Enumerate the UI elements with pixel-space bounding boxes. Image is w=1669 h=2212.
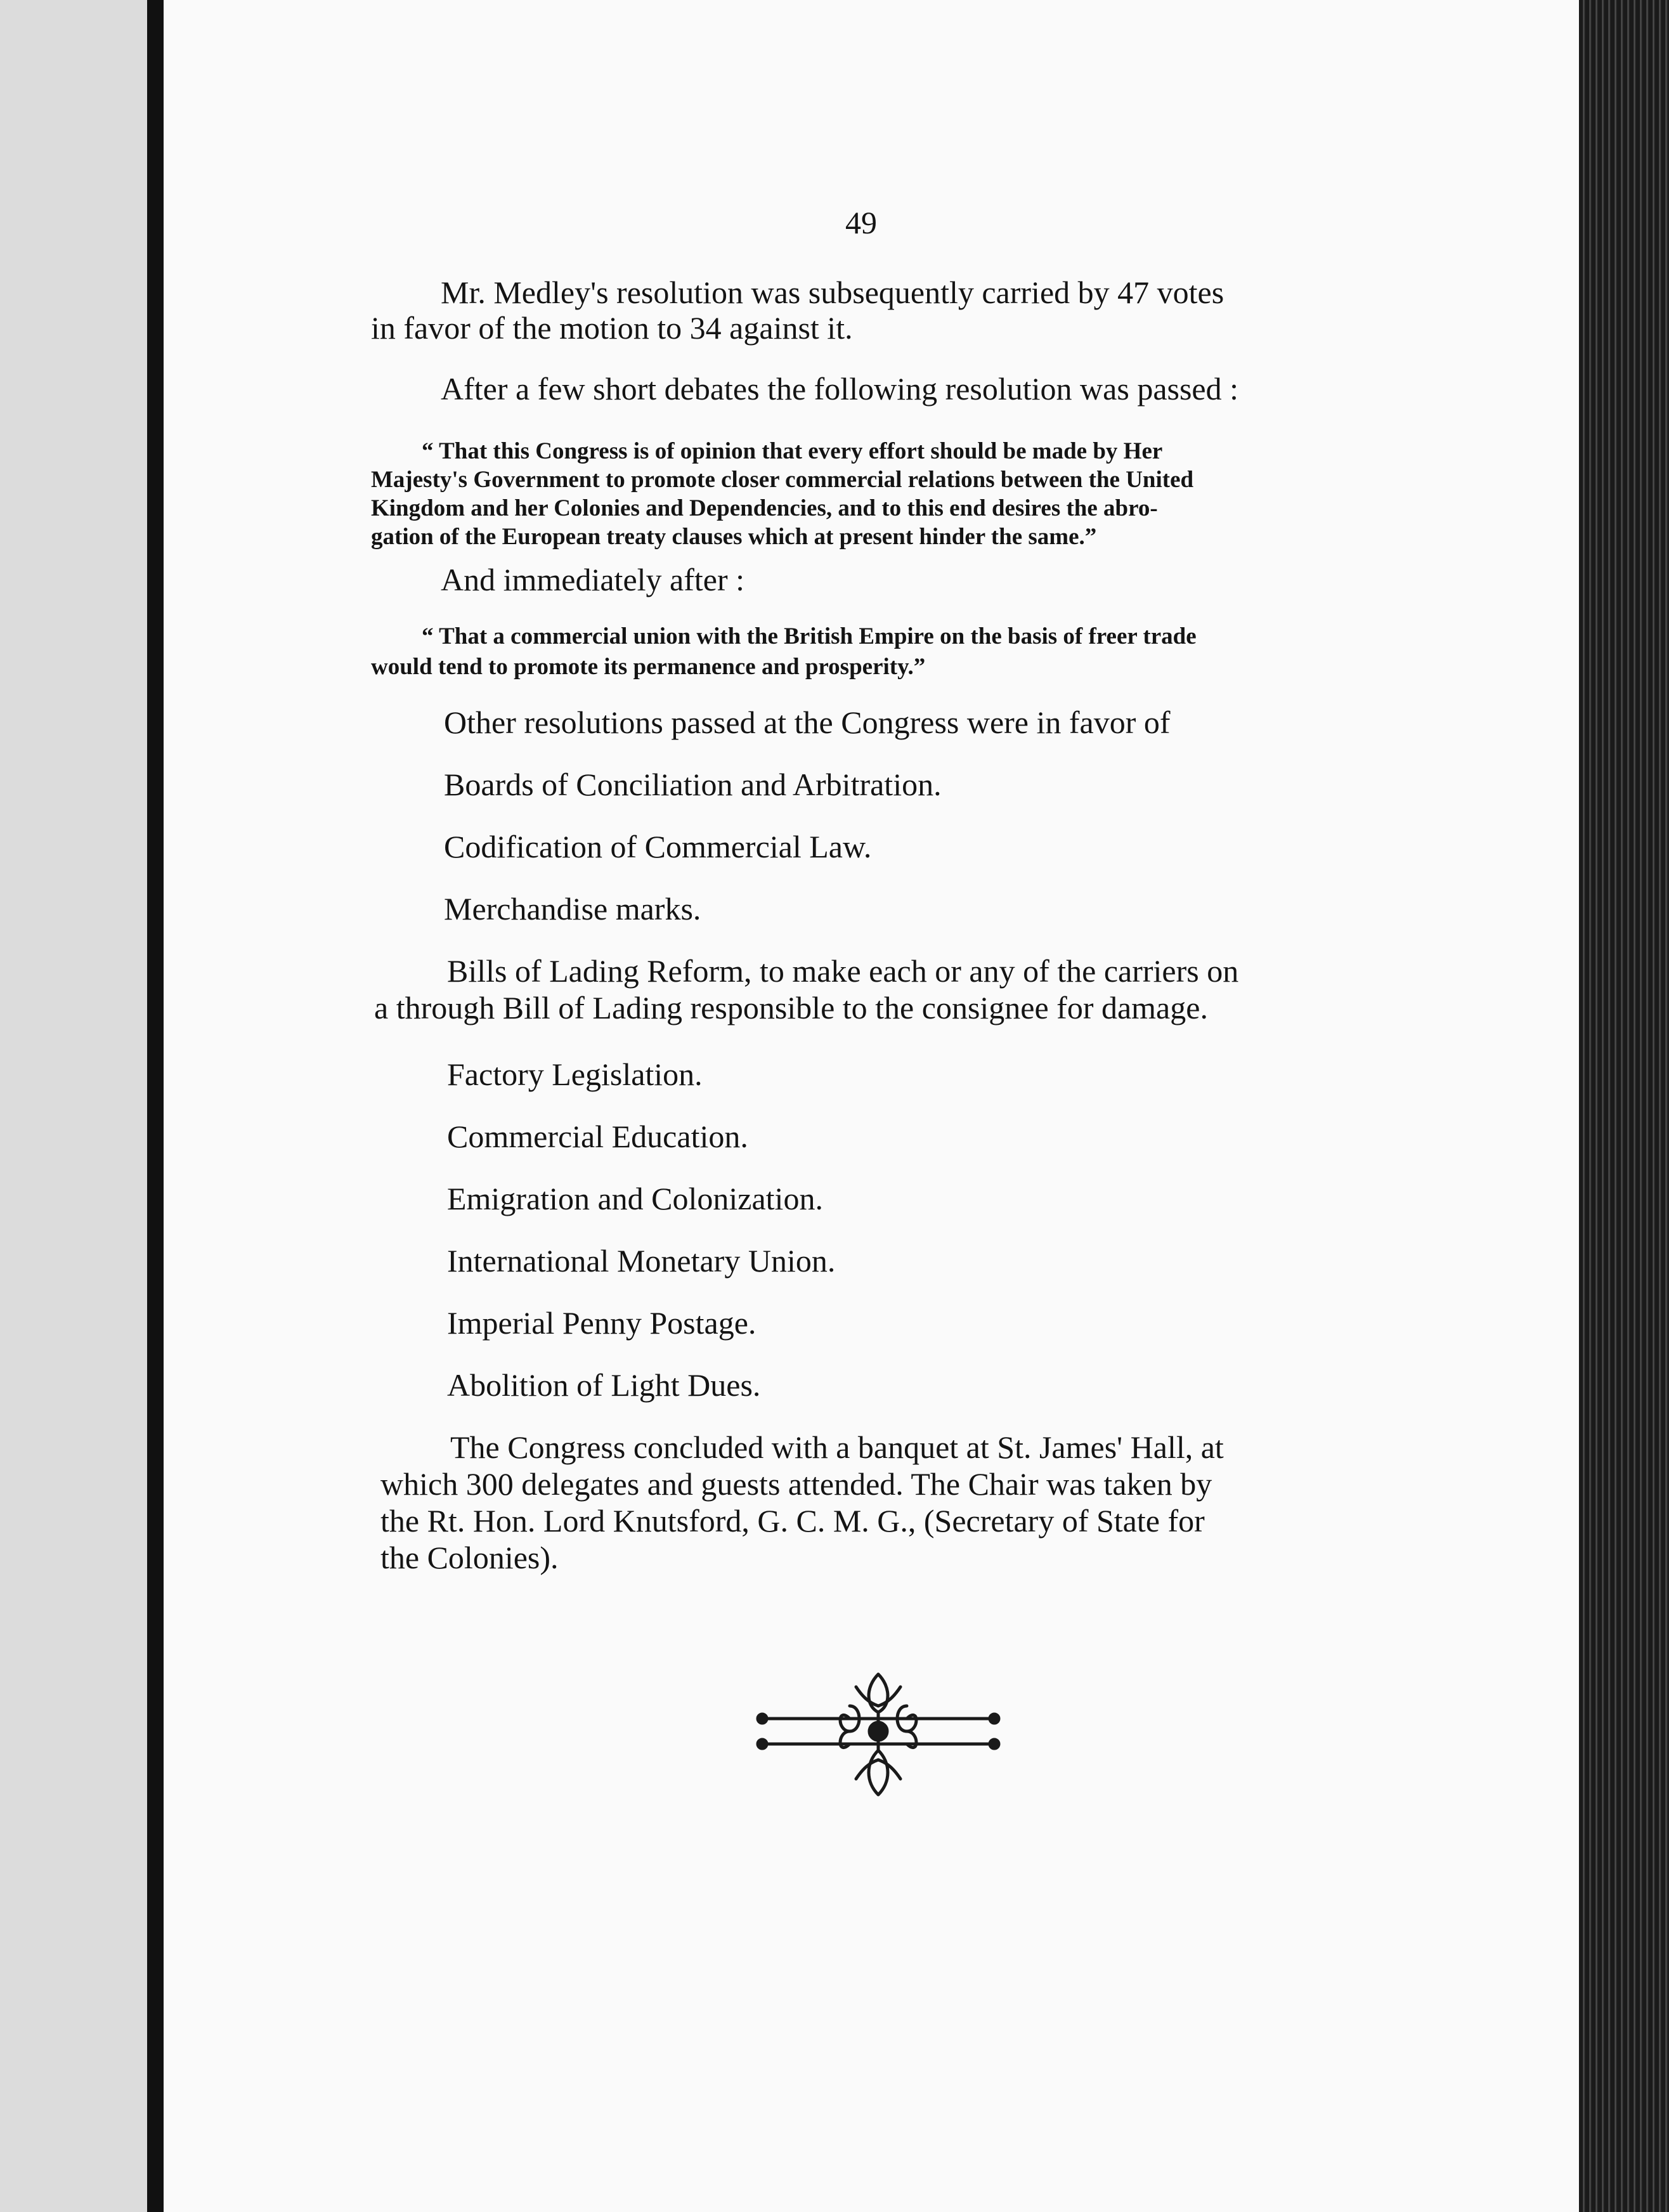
paragraph-line: Mr. Medley's resolution was subsequently carried by 47 votes bbox=[441, 275, 1224, 310]
list-item: Merchandise marks. bbox=[444, 891, 701, 927]
decorative-ornament-icon bbox=[755, 1668, 1002, 1801]
page-edges bbox=[1579, 0, 1669, 2212]
list-item: Abolition of Light Dues. bbox=[447, 1367, 761, 1403]
quote-line: Kingdom and her Colonies and Dependencies, and to this end desires the abro- bbox=[371, 495, 1158, 521]
quote-line: would tend to promote its permanence and prosperity.” bbox=[371, 654, 926, 680]
paragraph-line: a through Bill of Lading responsible to the consignee for damage. bbox=[374, 990, 1208, 1025]
page-number: 49 bbox=[845, 205, 877, 240]
quote-line: Majesty's Government to promote closer commercial relations between the United bbox=[371, 467, 1194, 493]
paragraph-line: the Colonies). bbox=[380, 1540, 559, 1575]
paragraph-line: Other resolutions passed at the Congress were in favor of bbox=[444, 705, 1171, 740]
paragraph-line: which 300 delegates and guests attended. The Chair was taken by bbox=[380, 1466, 1212, 1502]
paragraph-line: Bills of Lading Reform, to make each or any of the carriers on bbox=[447, 953, 1239, 989]
list-item: Factory Legislation. bbox=[447, 1057, 703, 1092]
book-gutter bbox=[147, 0, 164, 2212]
paragraph-line: After a few short debates the following resolution was passed : bbox=[441, 371, 1239, 407]
paragraph-line: The Congress concluded with a banquet at St. James' Hall, at bbox=[450, 1429, 1224, 1465]
list-item: International Monetary Union. bbox=[447, 1243, 836, 1278]
facing-page bbox=[0, 0, 147, 2212]
paragraph-line: And immediately after : bbox=[441, 562, 745, 597]
quote-line: gation of the European treaty clauses which at present hinder the same.” bbox=[371, 524, 1097, 550]
quote-line: “ That this Congress is of opinion that every effort should be made by Her bbox=[422, 438, 1163, 464]
paragraph-line: the Rt. Hon. Lord Knutsford, G. C. M. G., (Secretary of State for bbox=[380, 1503, 1205, 1539]
list-item: Commercial Education. bbox=[447, 1119, 748, 1154]
list-item: Codification of Commercial Law. bbox=[444, 829, 872, 864]
quote-line: “ That a commercial union with the British Empire on the basis of freer trade bbox=[422, 623, 1197, 649]
list-item: Emigration and Colonization. bbox=[447, 1181, 823, 1216]
list-item: Boards of Conciliation and Arbitration. bbox=[444, 767, 942, 802]
list-item: Imperial Penny Postage. bbox=[447, 1305, 757, 1341]
paragraph-line: in favor of the motion to 34 against it. bbox=[371, 310, 853, 346]
